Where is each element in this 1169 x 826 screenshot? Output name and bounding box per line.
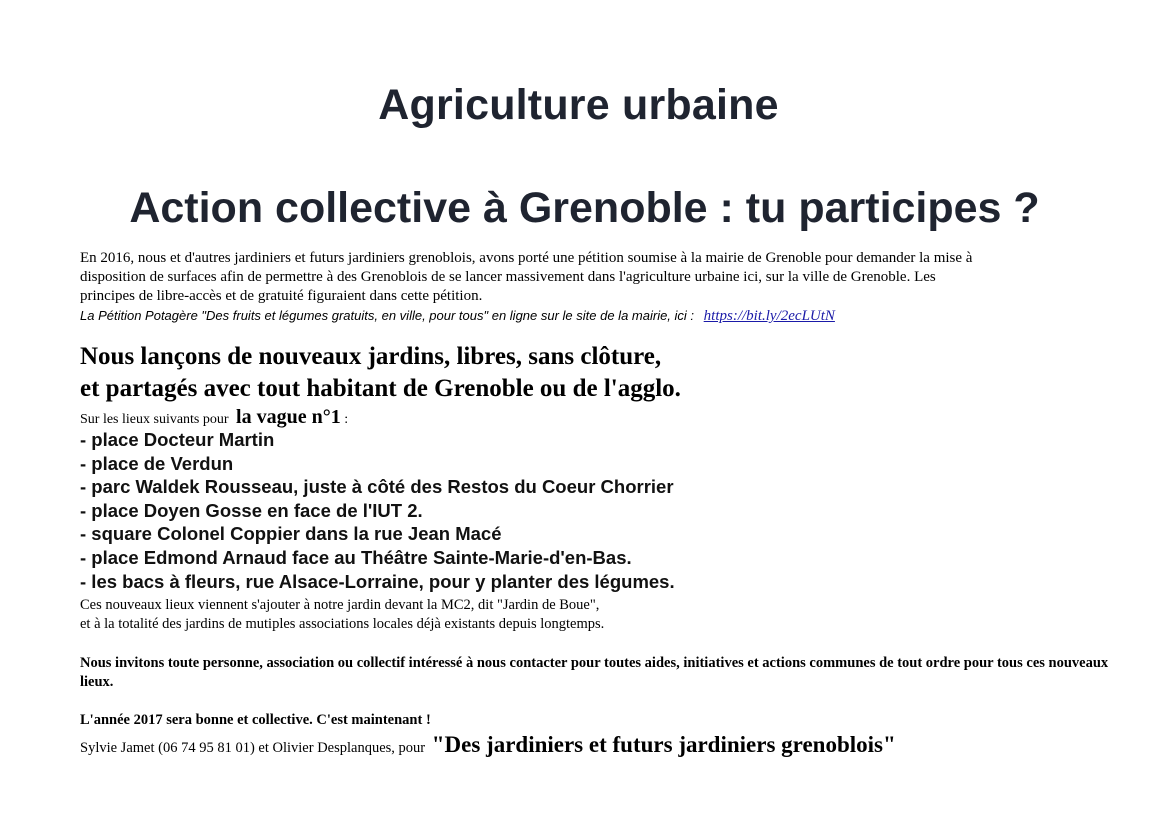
list-item: - les bacs à fleurs, rue Alsace-Lorraine, pour y planter des légumes.: [80, 570, 675, 592]
list-item: - place Doyen Gosse en face de l'IUT 2.: [80, 499, 423, 521]
wave-suffix: :: [340, 412, 349, 427]
signature-group: "Des jardiniers et futurs jardiniers grenoblois": [431, 732, 896, 757]
intro-paragraph: [80, 249, 1090, 306]
list-item: - square Colonel Coppier dans la rue Jean Macé: [80, 523, 502, 545]
signature-text: Sylvie Jamet (06 74 95 81 01) et Olivier Desplanques, pour: [80, 740, 426, 756]
additional-info: [80, 596, 1090, 634]
year-statement: L'année 2017 sera bonne et collective. C'est maintenant !: [80, 712, 431, 728]
additional-info-line: et à la totalité des jardins de mutiples associations locales déjà existants depuis longtemps.: [80, 616, 605, 632]
invitation-paragraph: Nous invitons toute personne, association ou collectif intéressé à nous contacter pour toutes aides, initiatives et actions communes de tout ordre pour tous ces nouveaux lieux.: [80, 655, 1109, 690]
intro-line: principes de libre-accès et de gratuité figuraient dans cette pétition.: [80, 288, 483, 304]
list-item: - place de Verdun: [80, 452, 234, 474]
headline-line-1: Nous lançons de nouveaux jardins, libres, sans clôture,: [80, 343, 662, 370]
wave-highlight: la vague n°1: [236, 406, 341, 428]
intro-line: En 2016, nous et d'autres jardiniers et futurs jardiniers grenoblois, avons porté une pétition soumise à la mairie de Grenoble pour demander la mise à: [80, 250, 973, 266]
list-item: - parc Waldek Rousseau, juste à côté des Restos du Coeur Chorrier: [80, 476, 674, 498]
list-item: - place Docteur Martin: [80, 429, 275, 450]
signature: [80, 731, 896, 762]
petition-text: La Pétition Potagère "Des fruits et légumes gratuits, en ville, pour tous" en ligne sur le site de la mairie, ici :: [80, 308, 695, 323]
petition-line: [80, 306, 1090, 326]
headline: [80, 341, 1090, 405]
page-title: Agriculture urbaine: [378, 81, 779, 129]
additional-info-line: Ces nouveaux lieux viennent s'ajouter à notre jardin devant la MC2, dit "Jardin de Boue",: [80, 597, 600, 613]
page-subtitle: Action collective à Grenoble : tu participes ?: [129, 184, 1040, 232]
wave-prefix: Sur les lieux suivants pour: [80, 412, 229, 427]
places-list: [80, 428, 675, 593]
list-item: - place Edmond Arnaud face au Théâtre Sainte-Marie-d'en-Bas.: [80, 546, 632, 568]
intro-line: disposition de surfaces afin de permettre à des Grenoblois de se lancer massivement dans l'agriculture urbaine ici, sur la ville de Grenoble. Les: [80, 269, 936, 285]
headline-line-2: et partagés avec tout habitant de Grenoble ou de l'agglo.: [80, 375, 681, 402]
petition-link[interactable]: https://bit.ly/2ecLUtN: [703, 308, 835, 324]
